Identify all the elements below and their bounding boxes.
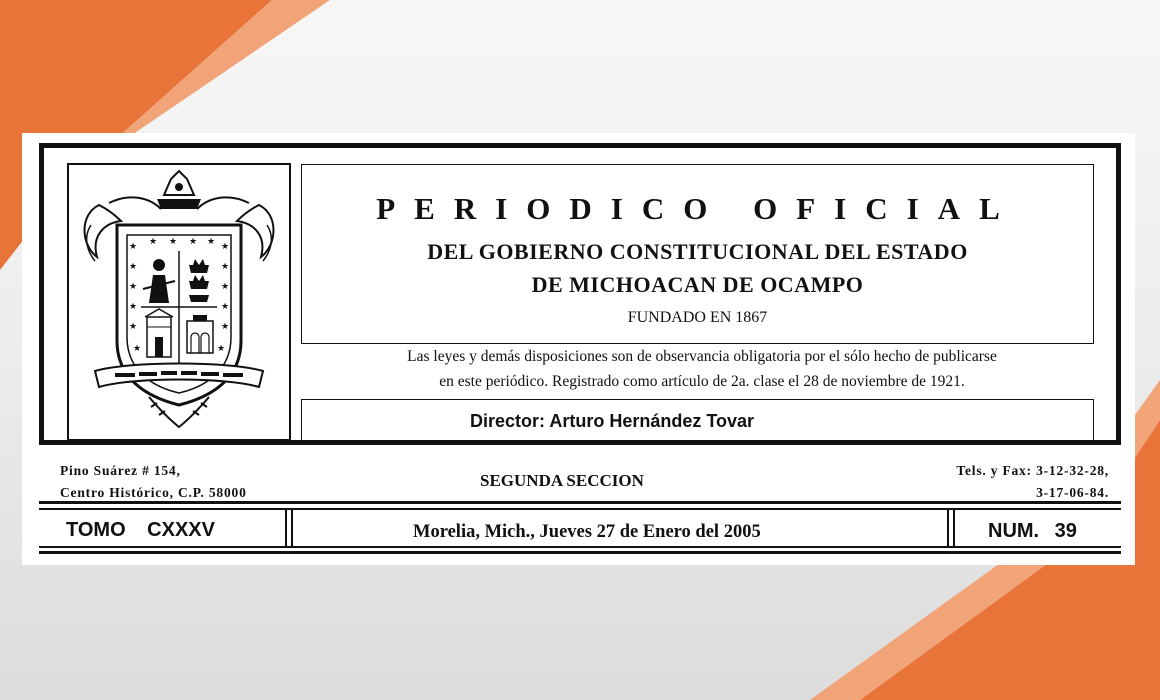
issue-bar-divider-left-inner	[291, 510, 293, 546]
issue-bar-top-rule	[39, 501, 1121, 504]
coat-of-arms-emblem	[69, 165, 289, 439]
svg-text:★: ★	[133, 344, 142, 354]
svg-text:★: ★	[221, 262, 230, 272]
svg-text:★: ★	[129, 322, 138, 332]
svg-text:★: ★	[221, 242, 230, 252]
issue-bar-bottom-thin-rule	[39, 546, 1121, 548]
issue-bar-divider-right	[947, 510, 949, 546]
svg-text:★: ★	[221, 302, 230, 312]
section-label: SEGUNDA SECCION	[480, 471, 644, 490]
issue-bar-top-thin-rule	[39, 508, 1121, 510]
publication-title: PERIODICO OFICIAL	[376, 191, 1019, 226]
phone-line1: Tels. y Fax: 3-12-32-28,	[956, 463, 1109, 478]
svg-text:★: ★	[189, 237, 198, 247]
svg-text:★: ★	[221, 282, 230, 292]
svg-text:★: ★	[169, 237, 178, 247]
svg-text:★: ★	[129, 282, 138, 292]
svg-text:★: ★	[221, 322, 230, 332]
svg-text:★: ★	[149, 237, 158, 247]
issue-bar-divider-right-inner	[953, 510, 955, 546]
svg-text:★: ★	[217, 344, 226, 354]
issue-bar-bottom-rule	[39, 551, 1121, 554]
publication-subtitle-line1: DEL GOBIERNO CONSTITUCIONAL DEL ESTADO	[427, 239, 968, 264]
legal-notice-line1: Las leyes y demás disposiciones son de observancia obligatoria por el sólo hecho de publicarse	[407, 348, 997, 365]
director-name: Director: Arturo Hernández Tovar	[470, 411, 755, 431]
coat-of-arms-box	[67, 163, 291, 441]
issue-bar-divider-left	[285, 510, 287, 546]
legal-notice-line2: en este periódico. Registrado como artículo de 2a. clase el 28 de noviembre de 1921.	[439, 373, 965, 390]
svg-text:★: ★	[129, 302, 138, 312]
svg-text:★: ★	[207, 237, 216, 247]
publication-subtitle-line2: DE MICHOACAN DE OCAMPO	[531, 272, 864, 297]
svg-text:★: ★	[129, 242, 138, 252]
newspaper-masthead	[22, 133, 1135, 565]
address-line1: Pino Suárez # 154,	[60, 463, 181, 478]
director-box	[301, 399, 1094, 441]
issue-date: Morelia, Mich., Jueves 27 de Enero del 2005	[413, 522, 761, 542]
founded-year: FUNDADO EN 1867	[627, 309, 768, 326]
address-line2: Centro Histórico, C.P. 58000	[60, 485, 247, 500]
svg-text:★: ★	[129, 262, 138, 272]
phone-line2: 3-17-06-84.	[1036, 485, 1109, 500]
volume-label: TOMO CXXXV	[66, 519, 215, 541]
issue-number: NUM. 39	[988, 520, 1077, 542]
